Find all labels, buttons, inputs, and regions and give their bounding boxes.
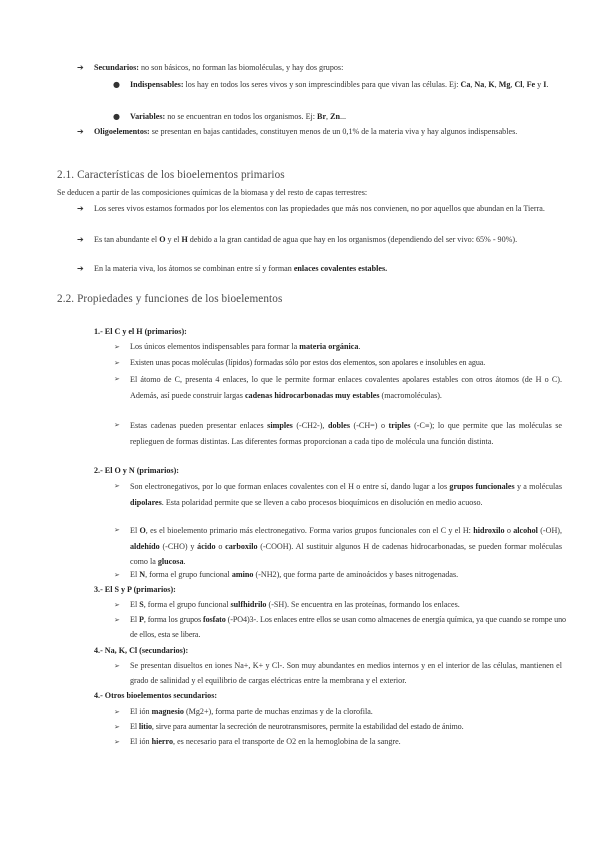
list-item: Existen unas pocas moléculas (lípidos) formadas sólo por estos dos elementos, son apolares e insolubles en agua. [130, 358, 486, 367]
triangle-bullet-icon: ➢ [114, 571, 120, 579]
list-item: Es tan abundante el O y el H debido a la gran cantidad de agua que hay en los organismos (dependiendo del ser vivo: 65% - 90%). [94, 235, 518, 244]
list-item: El S, forma el grupo funcional sulfhidrilo (-SH). Se encuentra en las proteínas, formando los enlaces. [130, 600, 460, 609]
triangle-bullet-icon: ➢ [114, 738, 120, 746]
triangle-bullet-icon: ➢ [114, 375, 120, 383]
list-item: El O, es el bioelemento primario más electronegativo. Forma varios grupos funcionales con el C y el H: hidroxilo o alcohol (-OH), aldehído (-CHO) y ácido o carboxilo (-COOH). Al sustituir algunos H de cadenas hidrocarbonadas, se pueden formar moléculas como la glucosa. [130, 526, 563, 566]
list-item: El N, forma el grupo funcional amino (-NH2), que forma parte de aminoácidos y bases nitrogenadas. [130, 570, 459, 579]
list-item: El ión hierro, es necesario para el transporte de O2 en la hemoglobina de la sangre. [130, 737, 401, 746]
list-item: Los únicos elementos indispensables para formar la materia orgánica. [130, 342, 361, 351]
list-item: El litio, sirve para aumentar la secreción de neurotransmisores, permite la estabilidad del estado de ánimo. [130, 722, 464, 731]
list-item: Los seres vivos estamos formados por los elementos con las propiedades que más nos convienen, no por aquellos que abundan en la Tierra. [94, 204, 545, 213]
list-item: Son electronegativos, por lo que forman enlaces covalentes con el H o entre sí, dando lugar a los grupos funcionales y a moléculas dipolares. Esta polaridad permite que se lleven a cabo procesos bioquímicos en disolución en medio acuoso. [130, 482, 562, 507]
secundarios-item: Secundarios: no son básicos, no forman las biomoléculas, y hay dos grupos: [94, 63, 344, 72]
list-item: En la materia viva, los átomos se combinan entre sí y forman enlaces covalentes estables. [94, 264, 388, 273]
triangle-bullet-icon: ➢ [114, 601, 120, 609]
group-title-o-n: 2.- El O y N (primarios): [94, 466, 179, 475]
indispensables-item: Indispensables: los hay en todos los seres vivos y son imprescindibles para que vivan las células. Ej: Ca, Na, K, Mg, Cl, Fe y I. [130, 80, 549, 89]
arrow-icon: ➔ [77, 63, 84, 72]
bullet-icon: ● [113, 112, 120, 121]
triangle-bullet-icon: ➢ [114, 482, 120, 490]
triangle-bullet-icon: ➢ [114, 421, 120, 429]
term: Secundarios: [94, 63, 139, 72]
list-item: Se presentan disueltos en iones Na+, K+ y Cl-. Son muy abundantes en medios internos y en el interior de las células, mantienen el grado de salinidad y el equilibrio de cargas eléctricas entre la membrana y el exterior. [130, 661, 562, 685]
group-title-c-h: 1.- El C y el H (primarios): [94, 327, 187, 336]
arrow-icon: ➔ [77, 235, 84, 244]
group-title-s-p: 3.- El S y P (primarios): [94, 585, 176, 594]
oligoelementos-item: Oligoelementos: se presentan en bajas cantidades, constituyen menos de un 0,1% de la materia viva y hay algunos indispensables. [94, 127, 518, 136]
arrow-icon: ➔ [77, 127, 84, 136]
arrow-icon: ➔ [77, 204, 84, 213]
bullet-icon: ● [113, 80, 120, 89]
group-title-na-k-cl: 4.- Na, K, Cl (secundarios): [94, 646, 189, 655]
triangle-bullet-icon: ➢ [114, 343, 120, 351]
section-heading-2-2: 2.2. Propiedades y funciones de los bioelementos [57, 293, 283, 305]
section-intro: Se deducen a partir de las composiciones químicas de la biomasa y del resto de capas terrestres: [57, 188, 368, 197]
list-item: El átomo de C, presenta 4 enlaces, lo que le permite formar enlaces covalentes apolares estables con otros átomos (de H o C). Además, así puede construir largas cadenas hidrocarbonadas muy estables (macromoléculas). [130, 375, 562, 400]
triangle-bullet-icon: ➢ [114, 723, 120, 731]
group-title-otros: 4.- Otros bioelementos secundarios: [94, 691, 218, 700]
triangle-bullet-icon: ➢ [114, 662, 120, 670]
list-item: El P, forma los grupos fosfato (-PO4)3-. Los enlaces entre ellos se usan como almacenes de energía química, ya que cuando se rompe uno de ellos, esta se libera. [130, 615, 567, 639]
triangle-bullet-icon: ➢ [114, 526, 120, 534]
arrow-icon: ➔ [77, 264, 84, 273]
triangle-bullet-icon: ➢ [114, 359, 120, 367]
triangle-bullet-icon: ➢ [114, 708, 120, 716]
list-item: Estas cadenas pueden presentar enlaces simples (-CH2-), dobles (-CH=) o triples (-C≡); lo que permite que las moléculas se replieguen de formas distintas. Las diferentes formas proporcionan a cada tipo de molécula una función distinta. [130, 421, 562, 446]
list-item: El ión magnesio (Mg2+), forma parte de muchas enzimas y de la clorofila. [130, 707, 373, 716]
variables-item: Variables: no se encuentran en todos los organismos. Ej: Br, Zn... [130, 112, 347, 121]
triangle-bullet-icon: ➢ [114, 616, 120, 624]
section-heading-2-1: 2.1. Características de los bioelementos primarios [57, 169, 285, 181]
